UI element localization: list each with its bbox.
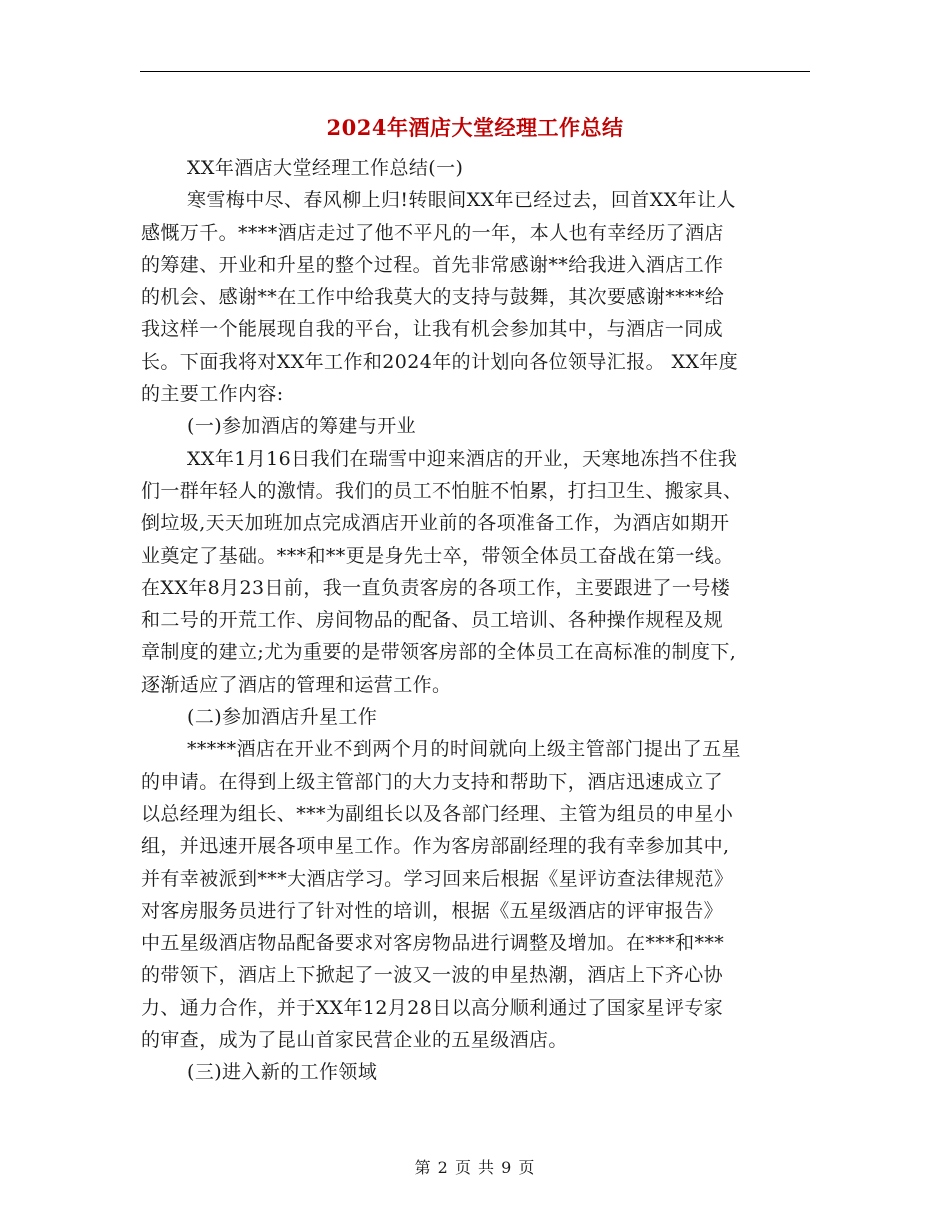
paragraph-line: 组，并迅速开展各项申星工作。作为客房部副经理的我有幸参加其中, xyxy=(141,835,730,858)
subsection-heading: (二)参加酒店升星工作 xyxy=(187,706,378,729)
paragraph-line: 们一群年轻人的激情。我们的员工不怕脏不怕累，打扫卫生、搬家具、 xyxy=(141,479,743,502)
paragraph-line: 逐渐适应了酒店的管理和运营工作。 xyxy=(141,673,452,696)
paragraph-line: XX年1月16日我们在瑞雪中迎来酒店的开业，天寒地冻挡不住我 xyxy=(187,447,738,470)
paragraph-line: 和二号的开荒工作、房间物品的配备、员工培训、各种操作规程及规 xyxy=(141,609,724,632)
paragraph-line: 的申请。在得到上级主管部门的大力支持和帮助下，酒店迅速成立了 xyxy=(141,770,724,793)
paragraph-line: 以总经理为组长、***为副组长以及各部门经理、主管为组员的申星小 xyxy=(141,802,734,825)
paragraph-line: 倒垃圾,天天加班加点完成酒店开业前的各项准备工作，为酒店如期开 xyxy=(141,512,730,535)
document-body xyxy=(141,152,811,1089)
subsection-heading: (一)参加酒店的筹建与开业 xyxy=(187,415,417,438)
paragraph-line: 业奠定了基础。***和**更是身先士卒，带领全体员工奋战在第一线。 xyxy=(141,544,734,567)
section-heading: XX年酒店大堂经理工作总结(一) xyxy=(187,157,464,179)
paragraph-line: 我这样一个能展现自我的平台，让我有机会参加其中，与酒店一同成 xyxy=(141,318,724,341)
paragraph-line: 的带领下，酒店上下掀起了一波又一波的申星热潮，酒店上下齐心协 xyxy=(141,964,724,987)
paragraph-line: 的主要工作内容: xyxy=(141,383,284,406)
header-rule xyxy=(140,71,810,72)
paragraph-line: 在XX年8月23日前，我一直负责客房的各项工作，主要跟进了一号楼 xyxy=(141,576,731,599)
paragraph-line: 力、通力合作，并于XX年12月28日以高分顺利通过了国家星评专家 xyxy=(141,996,724,1019)
paragraph-line: 章制度的建立;尤为重要的是带领客房部的全体员工在高标准的制度下, xyxy=(141,641,737,664)
paragraph-line: 的机会、感谢**在工作中给我莫大的支持与鼓舞，其次要感谢****给 xyxy=(141,286,725,309)
paragraph-line: 长。下面我将对XX年工作和2024年的计划向各位领导汇报。 XX年度 xyxy=(141,350,739,373)
paragraph-line: 对客房服务员进行了针对性的培训，根据《五星级酒店的评审报告》 xyxy=(141,899,724,922)
paragraph-line: 感慨万千。****酒店走过了他不平凡的一年，本人也有幸经历了酒店 xyxy=(141,221,724,244)
subsection-heading: (三)进入新的工作领域 xyxy=(187,1061,378,1084)
page-number-footer: 第 2 页 共 9 页 xyxy=(414,1158,536,1177)
paragraph-line: *****酒店在开业不到两个月的时间就向上级主管部门提出了五星 xyxy=(187,738,741,761)
paragraph-line: 中五星级酒店物品配备要求对客房物品进行调整及增加。在***和*** xyxy=(141,932,725,955)
paragraph-line: 的审查，成为了昆山首家民营企业的五星级酒店。 xyxy=(141,1029,568,1052)
paragraph-line: 寒雪梅中尽、春风柳上归!转眼间XX年已经过去，回首XX年让人 xyxy=(187,189,736,212)
document-title: 2024年酒店大堂经理工作总结 xyxy=(326,115,624,140)
paragraph-line: 并有幸被派到***大酒店学习。学习回来后根据《星评访查法律规范》 xyxy=(141,867,734,890)
paragraph-line: 的筹建、开业和升星的整个过程。首先非常感谢**给我进入酒店工作 xyxy=(141,253,724,276)
